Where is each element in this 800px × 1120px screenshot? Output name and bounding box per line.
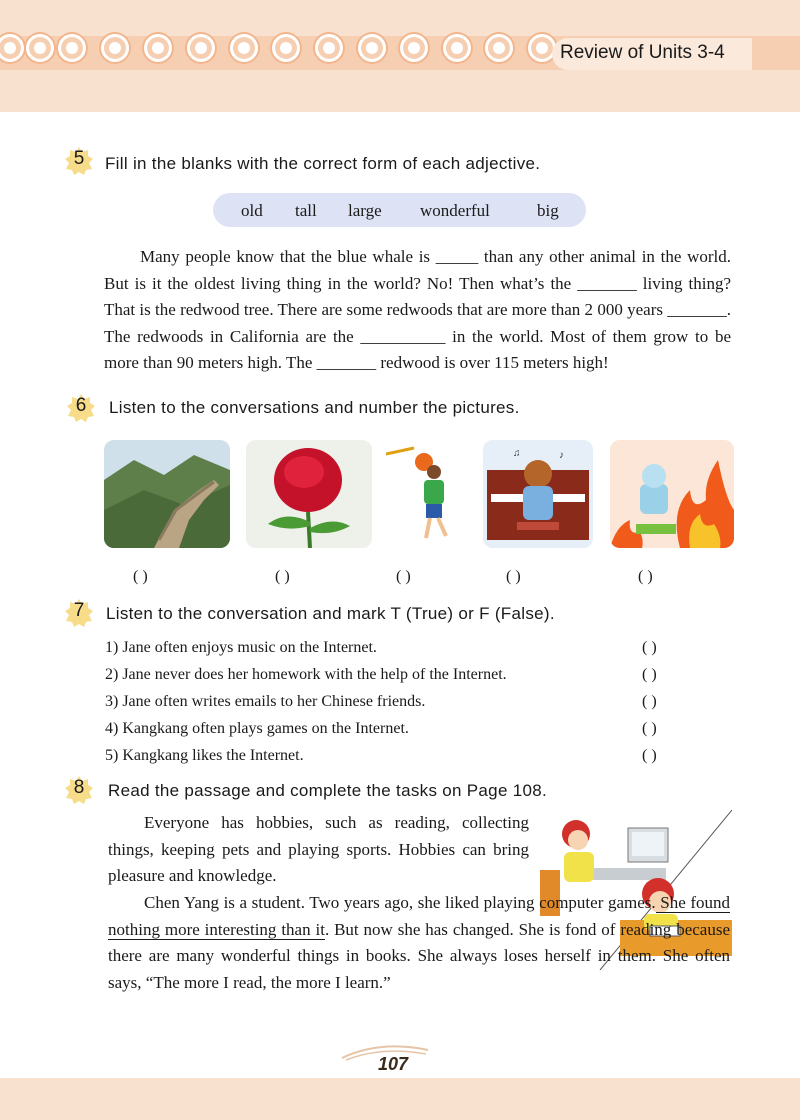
paragraph-2-end: . But now she has changed. She is fond of reading because there are many wonderful things in books. She always loses herself in them. She often says, “The more I read, the more I learn.” <box>108 919 730 992</box>
tf-statement: 5) Kangkang likes the Internet. <box>105 747 304 764</box>
word-box-item: large <box>348 201 382 220</box>
tf-statement: 2) Jane never does her homework with the help of the Internet. <box>105 666 507 683</box>
great-wall-picture <box>104 440 230 548</box>
section-5-badge: 5 <box>64 146 94 176</box>
section-7-instruction: Listen to the conversation and mark T (True) or F (False). <box>106 604 555 623</box>
tf-answer-blank[interactable]: ( ) <box>642 639 657 656</box>
answer-blank[interactable]: ( ) <box>638 568 653 585</box>
paragraph-2-start: Chen Yang is a student. Two years ago, she liked playing computer games. <box>144 893 656 912</box>
tf-answer-blank[interactable]: ( ) <box>642 666 657 683</box>
answer-blank[interactable]: ( ) <box>133 568 148 585</box>
page-footer <box>0 1078 800 1120</box>
word-box-item: wonderful <box>420 201 490 220</box>
tf-answer-blank[interactable]: ( ) <box>642 720 657 737</box>
section-8-badge: 8 <box>64 775 94 805</box>
unit-title: Review of Units 3-4 <box>560 42 725 63</box>
word-box-item: old <box>241 201 263 220</box>
section-6-instruction: Listen to the conversations and number the pictures. <box>109 398 520 417</box>
section-8-paragraph-1: Everyone has hobbies, such as reading, collecting things, keeping pets and playing sports. Hobbies can bring pleasure and knowledge. <box>108 813 529 885</box>
word-box-item: tall <box>295 201 317 220</box>
piano-girl-picture <box>483 440 593 548</box>
robot-fire-picture <box>610 440 734 548</box>
basketball-player-picture <box>386 440 466 548</box>
tf-statement: 1) Jane often enjoys music on the Internet. <box>105 639 377 656</box>
page-number: 107 <box>378 1054 409 1074</box>
answer-blank[interactable]: ( ) <box>275 568 290 585</box>
section-8-instruction: Read the passage and complete the tasks on Page 108. <box>108 781 548 800</box>
answer-blank[interactable]: ( ) <box>396 568 411 585</box>
svg-text:♪: ♪ <box>559 450 564 461</box>
rose-picture <box>246 440 372 548</box>
tf-answer-blank[interactable]: ( ) <box>642 693 657 710</box>
answer-blank[interactable]: ( ) <box>506 568 521 585</box>
tf-statement: 3) Jane often writes emails to her Chinese friends. <box>105 693 426 710</box>
tf-statement: 4) Kangkang often plays games on the Internet. <box>105 720 409 737</box>
section-8-paragraph-2 <box>108 890 730 996</box>
section-6-badge: 6 <box>66 393 96 423</box>
section-5-instruction: Fill in the blanks with the correct form of each adjective. <box>105 154 541 173</box>
section-5-passage: Many people know that the blue whale is _____ than any other animal in the world. But is it the oldest living thing in the world? No! Then what’s the _______ living thing? That is the redwood tree. There are some redwoods that are more than 2 000 years _______. The redwoods in California are the __________ in the world. Most of them grow to be more than 90 meters high. The _______ redwood is over 115 meters high! <box>104 247 731 372</box>
svg-text:♫: ♫ <box>513 448 521 459</box>
word-box-item: big <box>537 201 559 220</box>
underlined-sentence: She found nothing more interesting than it <box>108 893 730 939</box>
section-7-badge: 7 <box>64 598 94 628</box>
word-box <box>213 193 586 227</box>
tf-answer-blank[interactable]: ( ) <box>642 747 657 764</box>
